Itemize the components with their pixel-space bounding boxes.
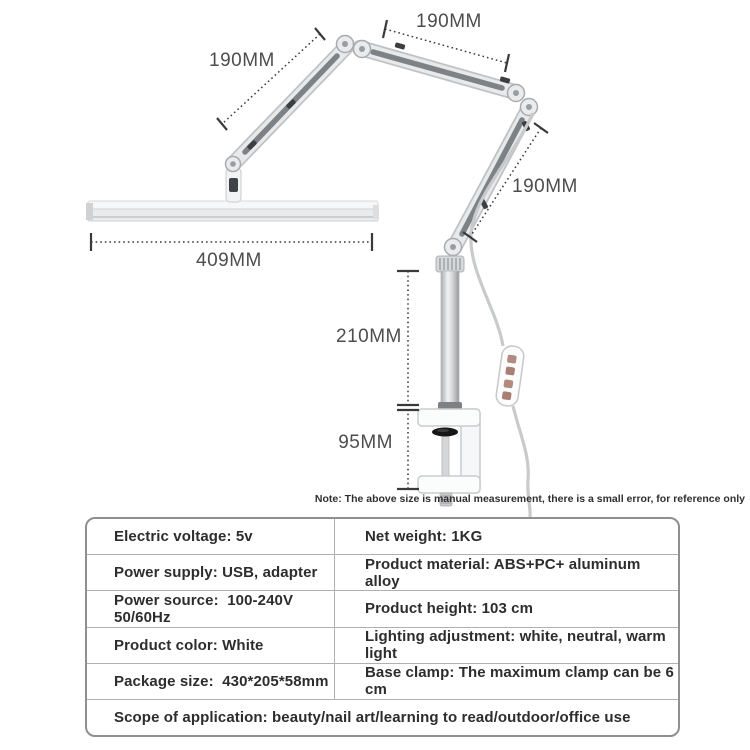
spec-power-source: Power source: 100-240V 50/60Hz [87,591,335,626]
dim-label-pole-height: 210MM [336,326,402,347]
desk-clamp [418,409,480,506]
spec-table [85,517,680,737]
dim-label-arm-top: 190MM [416,11,482,32]
lamp-head-connector [226,168,241,202]
spec-base-clamp: Base clamp: The maximum clamp can be 6 cm [365,664,679,699]
lamp-pole [436,256,464,411]
remote-control [495,345,525,407]
spec-product-color: Product color: White [87,628,335,663]
spec-net-weight: Net weight: 1KG [365,528,483,546]
table-row-footer [87,699,678,735]
spec-electric-voltage: Electric voltage: 5v [87,519,335,554]
measurement-note: Note: The above size is manual measurement, there is a small error, for reference only [314,493,745,505]
spec-scope-of-application: Scope of application: beauty/nail art/learning to read/outdoor/office use [114,708,631,726]
spec-power-supply: Power supply: USB, adapter [87,555,335,590]
spec-product-height: Product height: 103 cm [365,600,534,618]
spec-lighting-adjustment: Lighting adjustment: white, neutral, warm light [365,628,671,663]
dim-label-arm-right: 190MM [512,176,578,197]
table-row [87,627,678,663]
table-row [87,590,678,626]
spec-package-size: Package size: 430*205*58mm [87,664,335,699]
dim-label-arm-left: 190MM [209,50,275,71]
table-row [87,554,678,590]
spec-product-material: Product material: ABS+PC+ aluminum alloy [365,555,645,590]
table-row [87,519,678,554]
table-row [87,663,678,699]
dim-label-clamp-height: 95MM [338,432,393,453]
dim-label-head-width: 409MM [196,250,262,271]
lamp-head [86,201,379,221]
